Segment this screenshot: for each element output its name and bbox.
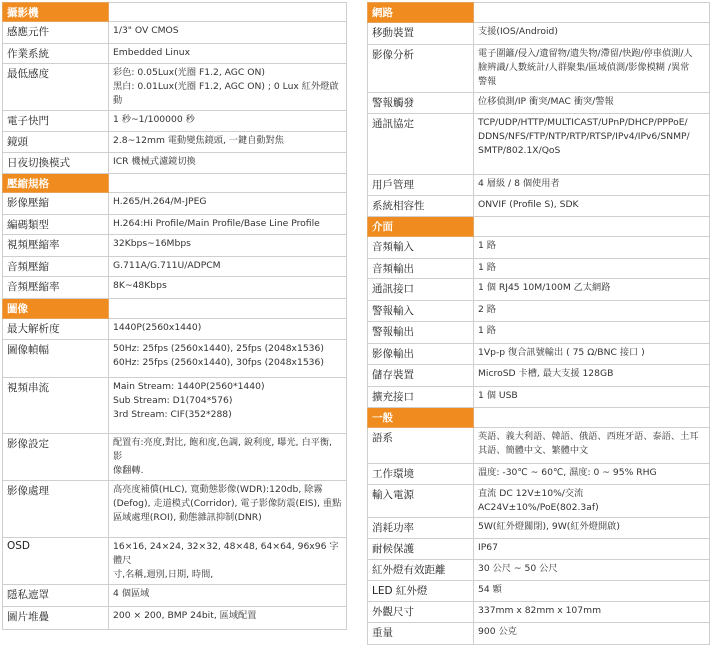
- spec-row: [368, 322, 710, 344]
- spec-row: [368, 175, 710, 196]
- spec-row: [368, 365, 710, 387]
- spec-label: 移動裝置: [368, 23, 474, 45]
- section-title: 壓縮規格: [3, 174, 109, 193]
- section-header: [3, 3, 347, 22]
- spec-value: [474, 237, 710, 259]
- spec-value-line: 60Hz: 25fps (2560x1440), 30fps (2048x1536): [113, 356, 324, 368]
- spec-row: [368, 259, 710, 279]
- spec-label: 影像壓縮: [3, 193, 109, 215]
- section-blank-cell: [109, 299, 347, 319]
- spec-value-line: 1440P(2560x1440): [113, 322, 202, 333]
- spec-label: 音頻輸出: [368, 259, 474, 279]
- spec-value: [109, 434, 347, 481]
- spec-label: 工作環境: [368, 464, 474, 485]
- spec-value-line: 黑白: 0.01Lux(光圈 F1.2, AGC ON) ; 0 Lux 紅外燈啟動: [113, 80, 339, 106]
- spec-value: [109, 64, 347, 111]
- spec-table-right: [367, 2, 710, 645]
- spec-value: [109, 340, 347, 378]
- section-header: [368, 408, 710, 428]
- section-title: 網路: [368, 3, 474, 23]
- spec-label: 用戶管理: [368, 175, 474, 196]
- spec-value-line: 32Kbps~16Mbps: [113, 238, 191, 249]
- spec-value: [109, 606, 347, 629]
- section-blank-cell: [109, 174, 347, 193]
- spec-value-line: IP67: [478, 541, 498, 553]
- spec-value-line: 臉辨識/人數統計/人群聚集/區域偵測/影像模糊 /異常: [478, 61, 690, 73]
- spec-value-line: 1 路: [478, 325, 496, 336]
- spec-label: 編碼類型: [3, 215, 109, 235]
- spec-value-line: (Defog), 走道模式(Corridor), 電子影像防震(EIS), 重點: [113, 497, 342, 509]
- spec-value: [474, 322, 710, 344]
- spec-row: [368, 387, 710, 408]
- spec-label: 語系: [368, 428, 474, 464]
- spec-row: [368, 580, 710, 601]
- spec-value: [474, 259, 710, 279]
- spec-label: 重量: [368, 622, 474, 644]
- spec-value: [474, 517, 710, 538]
- spec-value-line: 像翻轉.: [113, 464, 144, 476]
- spec-row: [3, 153, 347, 174]
- spec-row: [368, 517, 710, 538]
- spec-table-left: [2, 2, 347, 630]
- spec-row: [368, 601, 710, 622]
- spec-value: [474, 580, 710, 601]
- spec-label: OSD: [3, 537, 109, 584]
- spec-row: [368, 485, 710, 518]
- spec-value-line: 英語、義大利語、韓語、俄語、西班牙語、泰語、土耳: [478, 431, 699, 442]
- spec-value-line: ONVIF (Profile S), SDK: [478, 199, 579, 210]
- spec-value: [109, 277, 347, 299]
- spec-value: [474, 485, 710, 518]
- spec-label: 警報觸發: [368, 93, 474, 114]
- spec-value-line: 2 路: [478, 304, 496, 315]
- spec-value-line: 30 公尺 ~ 50 公尺: [478, 562, 558, 574]
- spec-row: [3, 277, 347, 299]
- spec-value: [474, 279, 710, 301]
- spec-value: [109, 480, 347, 537]
- spec-row: [3, 22, 347, 44]
- spec-label: 電子快門: [3, 111, 109, 132]
- spec-value: [474, 464, 710, 485]
- spec-label: 警報輸入: [368, 301, 474, 322]
- section-header: [3, 299, 347, 319]
- spec-label: 最大解析度: [3, 319, 109, 340]
- spec-value: [474, 175, 710, 196]
- section-title: 介面: [368, 217, 474, 237]
- section-header: [368, 3, 710, 23]
- spec-value-line: ICR 機械式濾鏡切換: [113, 156, 196, 167]
- spec-label: 日夜切換模式: [3, 153, 109, 174]
- spec-value-line: SMTP/802.1X/QoS: [478, 144, 561, 156]
- spec-value: [109, 257, 347, 277]
- spec-value-line: Main Stream: 1440P(2560*1440): [113, 381, 265, 392]
- spec-row: [368, 301, 710, 322]
- spec-value-line: Embedded Linux: [113, 47, 191, 58]
- spec-value: [474, 601, 710, 622]
- spec-label: LED 紅外燈: [368, 580, 474, 601]
- spec-value: [474, 114, 710, 175]
- spec-label: 圖片堆疊: [3, 606, 109, 629]
- spec-row: [3, 132, 347, 153]
- spec-label: 隱私遮罩: [3, 584, 109, 606]
- spec-row: [368, 428, 710, 464]
- spec-label: 擴充接口: [368, 387, 474, 408]
- section-header: [368, 217, 710, 237]
- spec-label: 耐候保護: [368, 538, 474, 559]
- spec-value-line: MicroSD 卡槽, 最大支援 128GB: [478, 368, 614, 379]
- spec-row: [368, 114, 710, 175]
- spec-label: 作業系統: [3, 44, 109, 64]
- section-blank-cell: [109, 3, 347, 22]
- spec-value-line: 電子圍籬/侵入/遺留物/遺失物/滯留/快跑/停車偵測/人: [478, 48, 693, 59]
- spec-row: [368, 538, 710, 559]
- spec-label: 音頻壓縮率: [3, 277, 109, 299]
- spec-row: [3, 215, 347, 235]
- spec-value: [474, 428, 710, 464]
- spec-value: [474, 365, 710, 387]
- spec-label: 鏡頭: [3, 132, 109, 153]
- spec-label: 消耗功率: [368, 517, 474, 538]
- spec-value-line: 8K~48Kbps: [113, 280, 167, 291]
- spec-value-line: 寸,名稱,週別,日期, 時間,: [113, 568, 214, 580]
- spec-label: 儲存裝置: [368, 365, 474, 387]
- spec-row: [3, 378, 347, 434]
- section-blank-cell: [474, 408, 710, 428]
- spec-value: [474, 622, 710, 644]
- spec-value: [474, 538, 710, 559]
- spec-row: [368, 559, 710, 580]
- spec-value-line: 1 路: [478, 240, 496, 251]
- spec-value-line: 200 × 200, BMP 24bit, 區域配置: [113, 609, 257, 621]
- spec-row: [3, 64, 347, 111]
- spec-value: [109, 378, 347, 434]
- spec-label: 外觀尺寸: [368, 601, 474, 622]
- spec-value: [109, 44, 347, 64]
- spec-row: [3, 44, 347, 64]
- spec-value-line: 位移偵測/IP 衝突/MAC 衝突/警報: [478, 96, 614, 107]
- spec-value: [109, 584, 347, 606]
- spec-value-line: 337mm x 82mm x 107mm: [478, 604, 602, 616]
- spec-value-line: 1 個 USB: [478, 390, 518, 401]
- spec-row: [3, 606, 347, 629]
- spec-row: [368, 622, 710, 644]
- spec-value-line: 1/3" OV CMOS: [113, 25, 179, 36]
- spec-value-line: TCP/UDP/HTTP/MULTICAST/UPnP/DHCP/PPPoE/: [478, 117, 688, 128]
- spec-row: [368, 464, 710, 485]
- spec-row: [368, 344, 710, 365]
- spec-value: [109, 235, 347, 257]
- spec-label: 圖像幀幅: [3, 340, 109, 378]
- spec-label: 視頻壓縮率: [3, 235, 109, 257]
- spec-value-line: 50Hz: 25fps (2560x1440), 25fps (2048x1536): [113, 343, 324, 354]
- spec-value: [474, 93, 710, 114]
- spec-value-line: 1 秒~1/100000 秒: [113, 114, 195, 125]
- spec-label: 音頻輸入: [368, 237, 474, 259]
- spec-value-line: 16×16, 24×24, 32×32, 48×48, 64×64, 96x96 字體尺: [113, 540, 339, 566]
- spec-value-line: 900 公克: [478, 625, 517, 637]
- section-blank-cell: [474, 3, 710, 23]
- spec-value: [474, 344, 710, 365]
- spec-value-line: 警報: [478, 75, 497, 87]
- section-title: 一般: [368, 408, 474, 428]
- spec-label: 影像設定: [3, 434, 109, 481]
- spec-value-line: 區域處理(ROI), 動態雜訊抑制(DNR): [113, 511, 262, 523]
- spec-label: 影像分析: [368, 45, 474, 93]
- spec-value-line: G.711A/G.711U/ADPCM: [113, 260, 221, 271]
- spec-label: 紅外燈有效距離: [368, 559, 474, 580]
- spec-value-line: 5W(紅外燈關閉), 9W(紅外燈開啟): [478, 520, 620, 532]
- spec-value: [109, 132, 347, 153]
- spec-value-line: 4 個區域: [113, 587, 150, 599]
- spec-value-line: 54 顆: [478, 583, 502, 595]
- spec-value-line: Sub Stream: D1(704*576): [113, 394, 233, 406]
- spec-value-line: 配置有:亮度,對比, 飽和度,色調, 銳利度, 曝光, 白平衡, 影: [113, 437, 332, 462]
- spec-label: 音頻壓縮: [3, 257, 109, 277]
- spec-value: [109, 153, 347, 174]
- spec-value: [474, 387, 710, 408]
- spec-value-line: 其語、簡體中文、繁體中文: [478, 444, 589, 456]
- spec-value-line: 3rd Stream: CIF(352*288): [113, 408, 232, 420]
- spec-value-line: 1 個 RJ45 10M/100M 乙太網路: [478, 282, 611, 293]
- spec-label: 最低感度: [3, 64, 109, 111]
- spec-value-line: 彩色: 0.05Lux(光圈 F1.2, AGC ON): [113, 67, 265, 78]
- spec-label: 通訊接口: [368, 279, 474, 301]
- section-blank-cell: [474, 217, 710, 237]
- spec-row: [368, 237, 710, 259]
- spec-value: [474, 301, 710, 322]
- spec-label: 警報輸出: [368, 322, 474, 344]
- spec-label: 視頻串流: [3, 378, 109, 434]
- spec-row: [3, 537, 347, 584]
- spec-value-line: 2.8~12mm 電動變焦鏡頭, 一鍵自動對焦: [113, 135, 284, 146]
- spec-value-line: 高亮度補償(HLC), 寬動態影像(WDR):120db, 除霧: [113, 483, 323, 495]
- spec-value-line: 4 層級 / 8 個使用者: [478, 178, 560, 189]
- spec-label: 系統相容性: [368, 196, 474, 217]
- spec-row: [3, 235, 347, 257]
- spec-value: [474, 23, 710, 45]
- spec-value-line: 1Vp-p 復合訊號輸出 ( 75 Ω/BNC 接口 ): [478, 347, 645, 358]
- spec-value: [109, 537, 347, 584]
- spec-label: 輸入電源: [368, 485, 474, 518]
- spec-value: [474, 45, 710, 93]
- spec-value: [109, 215, 347, 235]
- spec-value-line: 1 路: [478, 262, 496, 273]
- spec-row: [368, 23, 710, 45]
- spec-row: [3, 434, 347, 481]
- spec-row: [368, 93, 710, 114]
- spec-row: [368, 196, 710, 217]
- spec-row: [3, 584, 347, 606]
- spec-value-line: 溫度: -30℃ ~ 60℃, 濕度: 0 ~ 95% RHG: [478, 467, 657, 478]
- spec-value: [109, 111, 347, 132]
- spec-value-line: 支援(IOS/Android): [478, 26, 558, 37]
- spec-value: [109, 193, 347, 215]
- spec-label: 影像輸出: [368, 344, 474, 365]
- spec-value-line: DDNS/NFS/FTP/NTP/RTP/RTSP/IPv4/IPv6/SNMP/: [478, 130, 690, 142]
- spec-value: [109, 22, 347, 44]
- section-header: [3, 174, 347, 193]
- spec-row: [3, 340, 347, 378]
- spec-label: 通訊協定: [368, 114, 474, 175]
- section-title: 攝影機: [3, 3, 109, 22]
- spec-value: [474, 196, 710, 217]
- spec-label: 影像處理: [3, 480, 109, 537]
- spec-value: [474, 559, 710, 580]
- spec-row: [368, 279, 710, 301]
- spec-value: [109, 319, 347, 340]
- spec-row: [3, 257, 347, 277]
- spec-row: [3, 319, 347, 340]
- spec-value-line: 直流 DC 12V±10%/交流 AC24V±10%/PoE(802.3af): [478, 488, 599, 513]
- section-title: 圖像: [3, 299, 109, 319]
- spec-label: 感應元件: [3, 22, 109, 44]
- spec-value-line: H.264:Hi Profile/Main Profile/Base Line Profile: [113, 218, 320, 229]
- spec-row: [3, 480, 347, 537]
- spec-row: [368, 45, 710, 93]
- spec-row: [3, 193, 347, 215]
- spec-value-line: H.265/H.264/M-JPEG: [113, 196, 207, 207]
- spec-row: [3, 111, 347, 132]
